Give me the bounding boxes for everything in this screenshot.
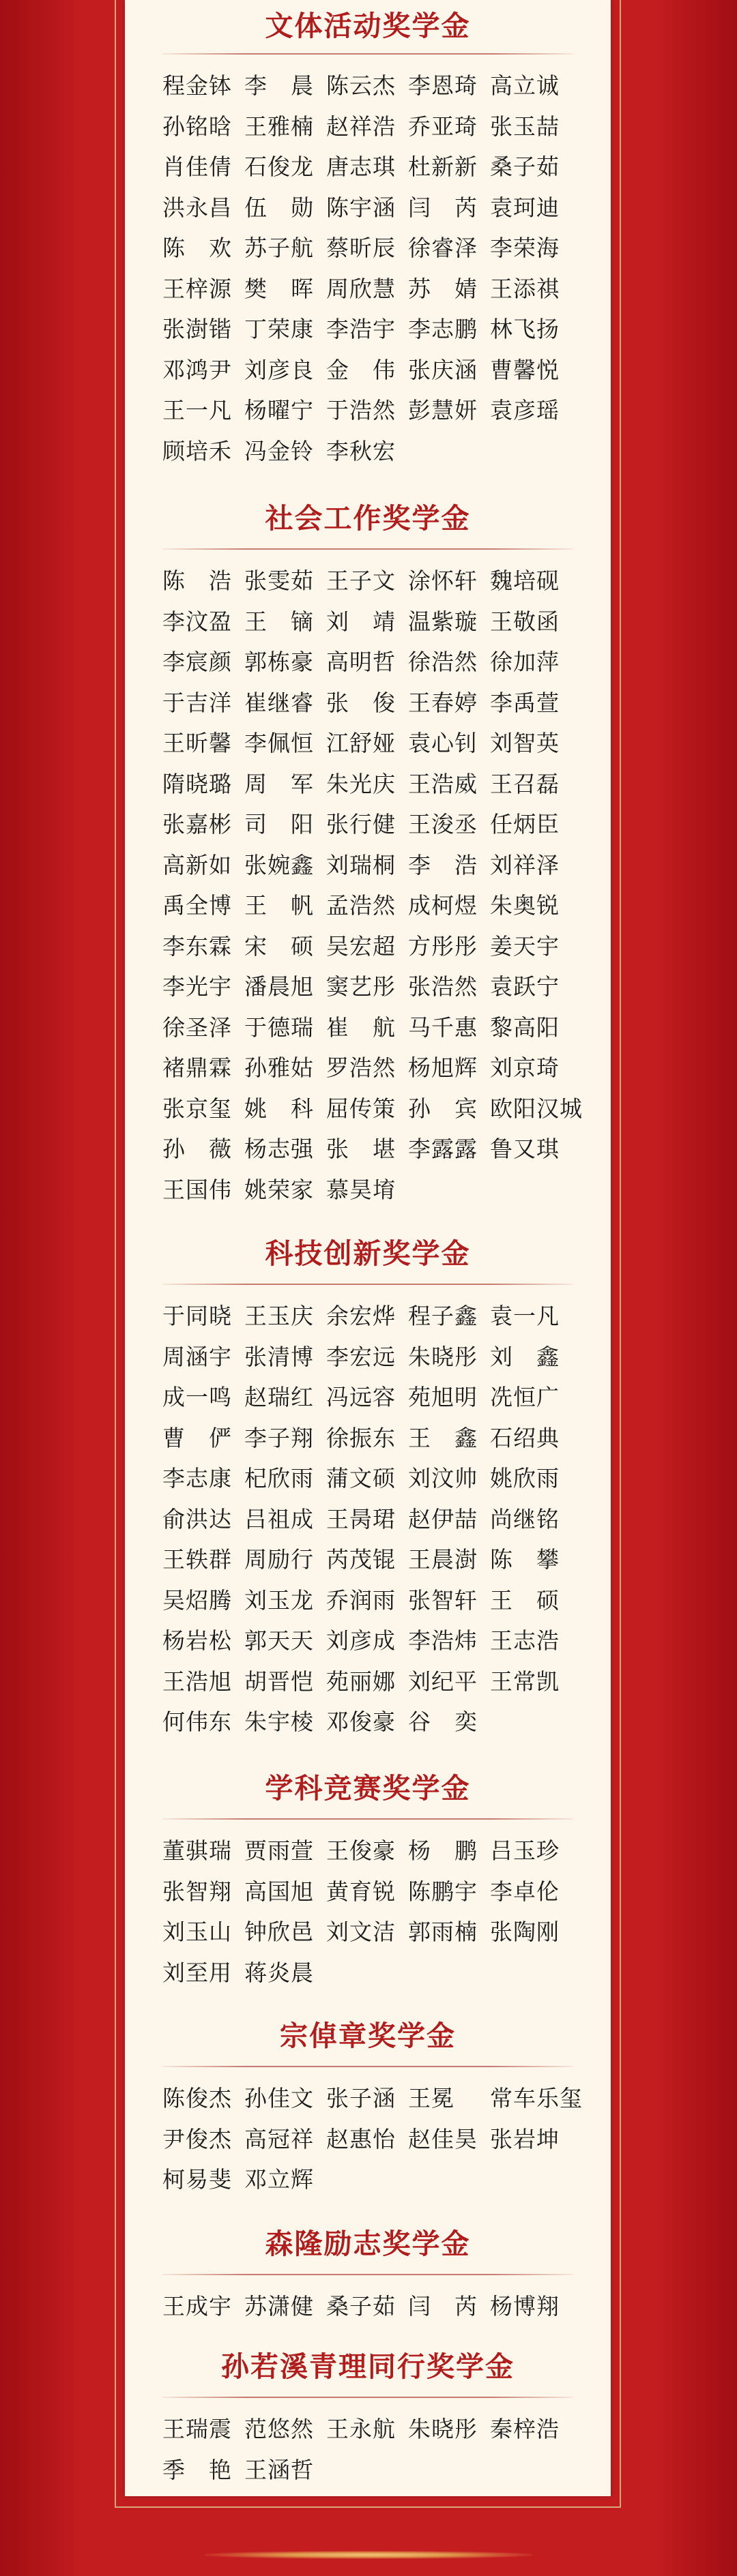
recipient-name: 王 鑫 [408,1424,478,1451]
recipient-name: 高明哲 [326,649,396,675]
recipient-name: 邓俊豪 [326,1708,396,1735]
recipient-name: 陈 攀 [490,1546,560,1573]
recipient-name: 王一凡 [162,397,232,424]
recipient-name: 余宏烨 [326,1303,396,1329]
recipient-name: 冼恒广 [490,1384,560,1410]
recipient-name: 芮茂锟 [326,1546,396,1573]
recipient-name: 于浩然 [326,397,396,424]
recipient-name: 王 硕 [490,1586,560,1614]
section-divider [162,1284,573,1285]
recipient-name: 于吉洋 [162,689,232,716]
name-grid [162,2286,599,2327]
recipient-name: 秦梓浩 [490,2416,560,2442]
recipient-name: 王春婷 [408,689,478,716]
recipient-name: 赵祥浩 [326,113,396,140]
recipient-name: 张 俊 [326,689,396,716]
recipient-name: 李 晨 [244,72,314,99]
recipient-name: 陈 欢 [162,235,232,261]
section-divider [162,2397,573,2398]
recipient-name: 刘瑞桐 [326,851,396,878]
recipient-name: 陈宇涵 [326,194,396,221]
recipient-name: 常车乐玺 [490,2085,583,2112]
recipient-name: 洪永昌 [162,194,232,221]
recipient-name: 孙 宾 [408,1095,478,1122]
recipient-name: 冯远容 [326,1384,396,1410]
recipient-name: 乔亚琦 [408,113,478,140]
recipient-name: 刘 靖 [326,608,396,635]
recipient-name: 刘彦良 [244,356,314,383]
name-grid [162,561,599,1210]
recipient-name: 陈鹏宇 [408,1878,478,1905]
recipient-name: 屈传策 [326,1095,396,1122]
recipient-name: 王昺珺 [326,1505,396,1533]
recipient-name: 蒲文硕 [326,1465,396,1492]
recipient-name: 范悠然 [244,2416,314,2442]
recipient-name: 王轶群 [162,1546,232,1573]
section-divider [162,1818,573,1820]
recipient-name: 乔润雨 [326,1586,396,1614]
recipient-name: 赵佳昊 [408,2125,478,2152]
recipient-name: 马千惠 [408,1013,478,1041]
recipient-name: 谷 奕 [408,1708,478,1735]
recipient-name: 张嘉彬 [162,811,232,838]
recipient-name: 欧阳汉城 [490,1095,583,1122]
recipient-name: 徐浩然 [408,649,478,675]
recipient-name: 吕祖成 [244,1505,314,1533]
recipient-name: 李禹萱 [490,689,560,716]
recipient-name: 王浚丞 [408,811,478,838]
recipient-name: 任炳臣 [490,811,560,838]
recipient-name: 张浩然 [408,973,478,1000]
recipient-name: 尚继铭 [490,1505,560,1533]
recipient-name: 杨曜宁 [244,397,314,424]
section-title: 宗倬章奖学金 [280,2019,456,2052]
name-grid [162,2078,599,2200]
recipient-name: 石俊龙 [244,153,314,180]
recipient-name: 禹全博 [162,892,232,919]
recipient-name: 张子涵 [326,2085,396,2112]
recipient-name: 孙雅姑 [244,1054,314,1081]
recipient-name: 程子鑫 [408,1303,478,1329]
recipient-name: 张婉鑫 [244,851,314,878]
recipient-name: 刘彦成 [326,1627,396,1654]
section-title: 社会工作奖学金 [265,502,471,535]
section-divider [162,2066,573,2067]
recipient-name: 宋 硕 [244,932,314,960]
recipient-name: 周励行 [244,1546,314,1573]
recipient-name: 周涵宇 [162,1343,232,1370]
recipient-name: 温紫璇 [408,608,478,635]
recipient-name: 高新如 [162,851,232,878]
recipient-name: 徐圣泽 [162,1013,232,1041]
recipient-name: 彭慧妍 [408,397,478,424]
recipient-name: 王晨澍 [408,1546,478,1573]
recipient-name: 王 镝 [244,608,314,635]
recipient-name: 姜天宇 [490,932,560,960]
recipient-name: 王涵哲 [244,2456,314,2483]
recipient-name: 曹 俨 [162,1424,232,1451]
recipient-name: 何伟东 [162,1708,232,1735]
recipient-name: 杜新新 [408,153,478,180]
recipient-name: 郭栋豪 [244,649,314,675]
recipient-name: 黎高阳 [490,1013,560,1041]
recipient-name: 吴宏超 [326,932,396,960]
recipient-name: 钟欣邑 [244,1919,314,1945]
section-title: 文体活动奖学金 [265,10,471,42]
recipient-name: 王浩旭 [162,1668,232,1695]
recipient-name: 苏潇健 [244,2293,314,2320]
recipient-name: 李浩炜 [408,1627,478,1654]
recipient-name: 江舒娅 [326,730,396,756]
recipient-name: 李佩恒 [244,730,314,756]
recipient-name: 李光宇 [162,973,232,1000]
recipient-name: 李恩琦 [408,72,478,99]
recipient-name: 胡晋恺 [244,1668,314,1695]
recipient-name: 张 堪 [326,1136,396,1162]
recipient-name: 季 艳 [162,2456,232,2483]
recipient-name: 王 帆 [244,892,314,919]
recipient-name: 王成宇 [162,2293,232,2320]
recipient-name: 于同晓 [162,1303,232,1329]
recipient-name: 李露露 [408,1136,478,1162]
recipient-name: 袁一凡 [490,1303,560,1329]
recipient-name: 袁跃宁 [490,973,560,1000]
recipient-name: 苏 婧 [408,275,478,302]
recipient-name: 朱晓彤 [408,2416,478,2442]
decorative-glow-bar [205,2551,532,2559]
recipient-name: 李宸颜 [162,649,232,675]
recipient-name: 窦艺彤 [326,973,396,1000]
recipient-name: 朱光庆 [326,770,396,797]
recipient-name: 罗浩然 [326,1054,396,1081]
recipient-name: 慕昊堉 [326,1176,396,1203]
recipient-name: 王永航 [326,2416,396,2442]
recipient-name: 刘至用 [162,1959,232,1986]
recipient-name: 袁珂迪 [490,194,560,221]
recipient-name: 王雅楠 [244,113,314,140]
name-grid [162,1296,599,1743]
section-title: 学科竞赛奖学金 [265,1772,471,1805]
recipient-name: 刘文洁 [326,1919,396,1945]
section-divider [162,548,573,550]
recipient-name: 赵惠怡 [326,2125,396,2152]
recipient-name: 李子翔 [244,1424,314,1451]
recipient-name: 曹馨悦 [490,356,560,383]
recipient-name: 李卓伦 [490,1878,560,1905]
section-divider [162,2274,573,2275]
recipient-name: 肖佳倩 [162,153,232,180]
recipient-name: 吴炤腾 [162,1586,232,1614]
recipient-name: 魏培砚 [490,567,560,594]
recipient-name: 徐睿泽 [408,235,478,261]
section-title: 孙若溪青理同行奖学金 [221,2350,515,2383]
recipient-name: 崔 航 [326,1013,396,1041]
recipient-name: 张玉喆 [490,113,560,140]
name-grid [162,1831,599,1993]
recipient-name: 李宏远 [326,1343,396,1370]
recipient-name: 刘祥泽 [490,851,560,878]
award-list-paper [125,0,611,2496]
recipient-name: 桑子茹 [326,2293,396,2320]
recipient-name: 王添祺 [490,275,560,302]
recipient-name: 王昕馨 [162,730,232,756]
recipient-name: 郭天天 [244,1627,314,1654]
recipient-name: 王敬函 [490,608,560,635]
recipient-name: 伍 勋 [244,194,314,221]
recipient-name: 赵瑞红 [244,1384,314,1410]
recipient-name: 姚欣雨 [490,1465,560,1492]
section-title: 森隆励志奖学金 [265,2227,471,2260]
recipient-name: 石绍典 [490,1424,560,1451]
recipient-name: 王冕 [408,2085,454,2112]
recipient-name: 涂怀轩 [408,567,478,594]
recipient-name: 闫 芮 [408,194,478,221]
recipient-name: 于德瑞 [244,1013,314,1041]
recipient-name: 樊 晖 [244,275,314,302]
recipient-name: 丁荣康 [244,316,314,342]
recipient-name: 王志浩 [490,1627,560,1654]
recipient-name: 刘纪平 [408,1668,478,1695]
recipient-name: 李荣海 [490,235,560,261]
recipient-name: 刘玉山 [162,1919,232,1945]
recipient-name: 陈俊杰 [162,2085,232,2112]
recipient-name: 张清博 [244,1343,314,1370]
recipient-name: 苏子航 [244,235,314,261]
recipient-name: 杨 鹏 [408,1837,478,1864]
recipient-name: 高国旭 [244,1878,314,1905]
recipient-name: 柯易斐 [162,2166,232,2193]
recipient-name: 冯金铃 [244,437,314,464]
recipient-name: 林飞扬 [490,316,560,342]
name-grid [162,65,599,471]
recipient-name: 孙铭晗 [162,113,232,140]
recipient-name: 陈云杰 [326,72,396,99]
recipient-name: 杨志强 [244,1136,314,1162]
recipient-name: 张智轩 [408,1586,478,1614]
recipient-name: 贾雨萱 [244,1837,314,1864]
recipient-name: 朱宇棱 [244,1708,314,1735]
recipient-name: 王俊豪 [326,1837,396,1864]
section-title: 科技创新奖学金 [265,1237,471,1270]
recipient-name: 王常凯 [490,1668,560,1695]
recipient-name: 王瑞震 [162,2416,232,2442]
recipient-name: 杨岩松 [162,1627,232,1654]
recipient-name: 李志鹏 [408,316,478,342]
recipient-name: 高冠祥 [244,2125,314,2152]
recipient-name: 吕玉珍 [490,1837,560,1864]
recipient-name: 刘汶帅 [408,1465,478,1492]
recipient-name: 朱晓彤 [408,1343,478,1370]
recipient-name: 司 阳 [244,811,314,838]
recipient-name: 杨博翔 [490,2293,560,2320]
recipient-name: 李浩宇 [326,316,396,342]
recipient-name: 杨旭辉 [408,1054,478,1081]
recipient-name: 成柯煜 [408,892,478,919]
recipient-name: 潘晨旭 [244,973,314,1000]
recipient-name: 王国伟 [162,1176,232,1203]
recipient-name: 高立诚 [490,72,560,99]
recipient-name: 刘京琦 [490,1054,560,1081]
recipient-name: 王梓源 [162,275,232,302]
recipient-name: 俞洪达 [162,1505,232,1533]
recipient-name: 刘玉龙 [244,1586,314,1614]
recipient-name: 褚鼎霖 [162,1054,232,1081]
recipient-name: 鲁又琪 [490,1136,560,1162]
recipient-name: 唐志琪 [326,153,396,180]
recipient-name: 孙 薇 [162,1136,232,1162]
recipient-name: 张澍锴 [162,316,232,342]
recipient-name: 王玉庆 [244,1303,314,1329]
recipient-name: 李秋宏 [326,437,396,464]
recipient-name: 周欣慧 [326,275,396,302]
recipient-name: 陈 浩 [162,567,232,594]
recipient-name: 程金钵 [162,72,232,99]
recipient-name: 李 浩 [408,851,478,878]
recipient-name: 姚 科 [244,1095,314,1122]
recipient-name: 崔继睿 [244,689,314,716]
recipient-name: 张京玺 [162,1095,232,1122]
recipient-name: 张庆涵 [408,356,478,383]
recipient-name: 袁心钊 [408,730,478,756]
recipient-name: 桑子茹 [490,153,560,180]
recipient-name: 黄育锐 [326,1878,396,1905]
recipient-name: 张岩坤 [490,2125,560,2152]
name-grid [162,2409,599,2490]
recipient-name: 蔡昕辰 [326,235,396,261]
recipient-name: 王子文 [326,567,396,594]
recipient-name: 郭雨楠 [408,1919,478,1945]
recipient-name: 孙佳文 [244,2085,314,2112]
recipient-name: 闫 芮 [408,2293,478,2320]
recipient-name: 孟浩然 [326,892,396,919]
recipient-name: 杞欣雨 [244,1465,314,1492]
recipient-name: 周 军 [244,770,314,797]
recipient-name: 方彤彤 [408,932,478,960]
recipient-name: 王浩威 [408,770,478,797]
recipient-name: 董骐瑞 [162,1837,232,1864]
recipient-name: 邓鸿尹 [162,356,232,383]
recipient-name: 张智翔 [162,1878,232,1905]
recipient-name: 李志康 [162,1465,232,1492]
recipient-name: 姚荣家 [244,1176,314,1203]
recipient-name: 刘 鑫 [490,1343,560,1370]
recipient-name: 苑丽娜 [326,1668,396,1695]
recipient-name: 蒋炎晨 [244,1959,314,1986]
recipient-name: 李汶盈 [162,608,232,635]
recipient-name: 隋晓璐 [162,770,232,797]
recipient-name: 徐振东 [326,1424,396,1451]
recipient-name: 刘智英 [490,730,560,756]
recipient-name: 张行健 [326,811,396,838]
recipient-name: 赵伊喆 [408,1505,478,1533]
recipient-name: 王召磊 [490,770,560,797]
recipient-name: 邓立辉 [244,2166,314,2193]
recipient-name: 成一鸣 [162,1384,232,1410]
recipient-name: 金 伟 [326,356,396,383]
recipient-name: 张陶刚 [490,1919,560,1945]
recipient-name: 徐加萍 [490,649,560,675]
recipient-name: 朱奥锐 [490,892,560,919]
recipient-name: 袁彦瑶 [490,397,560,424]
section-divider [162,53,573,55]
recipient-name: 张雯茹 [244,567,314,594]
recipient-name: 李东霖 [162,932,232,960]
recipient-name: 顾培禾 [162,437,232,464]
recipient-name: 尹俊杰 [162,2125,232,2152]
recipient-name: 苑旭明 [408,1384,478,1410]
